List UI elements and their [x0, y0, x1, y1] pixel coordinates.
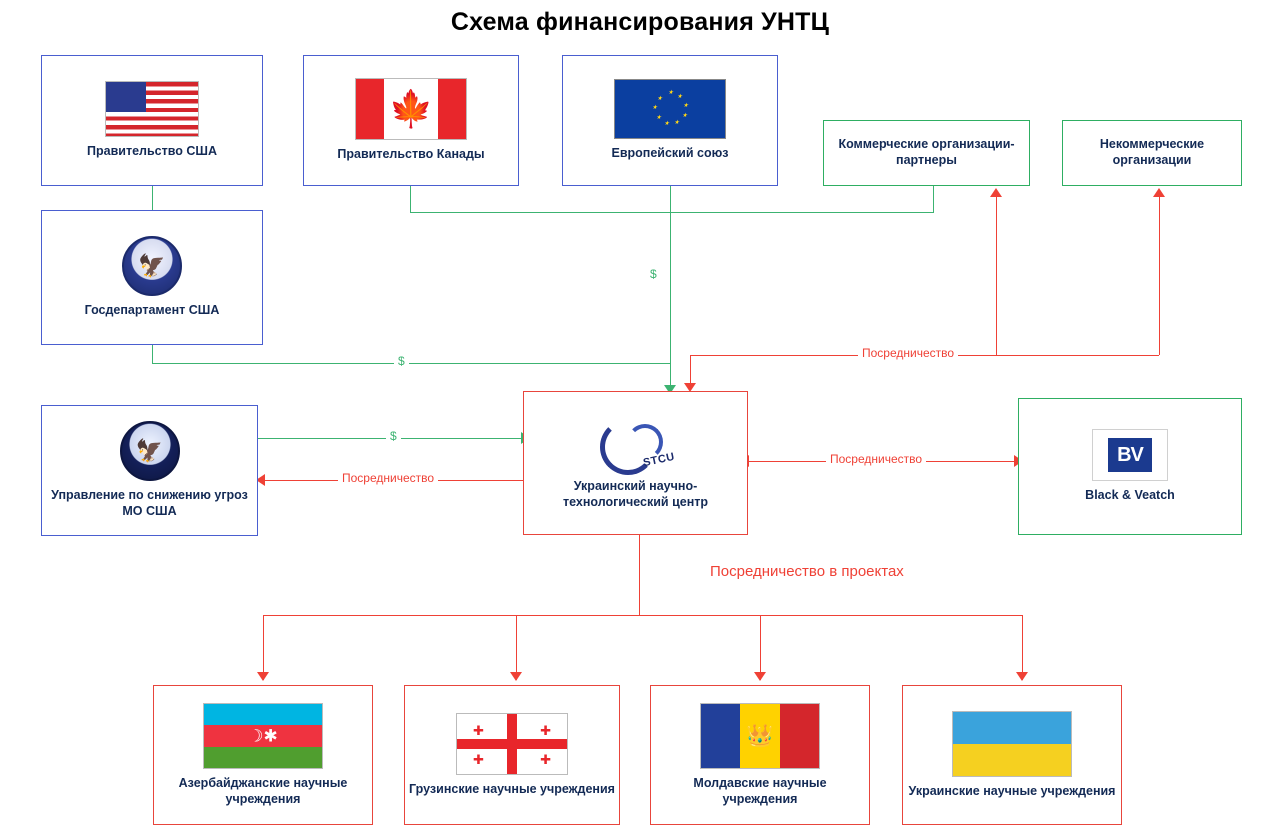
node-label: Некоммерческие организации	[1099, 137, 1205, 167]
edge-projects-bus	[263, 615, 1022, 616]
edge-statedept-right	[152, 363, 670, 364]
node-noncommercial-organizations[interactable]	[1062, 120, 1242, 186]
edge-canada-down	[410, 186, 411, 212]
edge-top-green-bus	[410, 212, 934, 213]
edge-label-mediation-top: Посредничество	[858, 346, 958, 360]
edge-eu-down	[670, 186, 671, 212]
node-black-and-veatch[interactable]	[1018, 398, 1242, 535]
edge-label-money-dtra: $	[386, 429, 401, 443]
arrow-down-md	[754, 672, 766, 681]
edge-green-center-down	[670, 212, 671, 387]
edge-usgov-to-statedept	[152, 186, 153, 210]
flag-canada-icon: 🍁	[355, 78, 467, 140]
arrow-down-az	[257, 672, 269, 681]
arrow-down-ge	[510, 672, 522, 681]
node-label: Управление по снижению угроз МО США	[51, 488, 248, 518]
dtra-seal-icon: 🦅	[120, 421, 180, 481]
edge-label-mediation-projects: Посредничество в проектах	[706, 563, 908, 580]
node-azerbaijan-institutions[interactable]	[153, 685, 373, 825]
node-label: Украинский научно-технологический центр	[562, 478, 709, 509]
arrow-down-ua	[1016, 672, 1028, 681]
edge-branch-ua	[1022, 615, 1023, 680]
node-ukraine-institutions[interactable]	[902, 685, 1122, 825]
flag-moldova-icon: 👑	[700, 703, 820, 769]
edge-noncommercial-mediation-v	[1159, 195, 1160, 355]
us-state-department-seal-icon: 🦅	[122, 236, 182, 296]
node-us-government[interactable]	[41, 55, 263, 186]
flag-eu-icon: ★ ★ ★ ★ ★ ★ ★ ★ ★	[614, 79, 726, 139]
arrow-up-commercial	[990, 188, 1002, 197]
node-label: Азербайджанские научные учреждения	[178, 775, 348, 806]
edge-stcu-down	[639, 535, 640, 615]
node-label: Украинские научные учреждения	[908, 783, 1116, 798]
node-us-state-department[interactable]	[41, 210, 263, 345]
node-moldova-institutions[interactable]	[650, 685, 870, 825]
edge-label-money-statedept: $	[394, 354, 409, 368]
flag-azerbaijan-icon: ☽✱	[203, 703, 323, 769]
edge-branch-md	[760, 615, 761, 680]
stcu-logo-icon: STCU	[597, 416, 675, 472]
edge-commercial-mediation-v	[996, 195, 997, 355]
node-european-union[interactable]	[562, 55, 778, 186]
node-label: Грузинские научные учреждения	[409, 781, 615, 796]
node-label: Госдепартамент США	[84, 303, 220, 318]
node-commercial-partners[interactable]	[823, 120, 1030, 186]
node-label: Правительство Канады	[337, 147, 485, 162]
edge-label-money-center: $	[646, 267, 661, 281]
edge-statedept-down	[152, 345, 153, 363]
arrow-up-noncommercial	[1153, 188, 1165, 197]
flag-usa-icon	[105, 81, 199, 137]
node-canada-government[interactable]	[303, 55, 519, 186]
edge-label-mediation-bv: Посредничество	[826, 452, 926, 466]
node-label: Молдавские научные учреждения	[693, 775, 827, 806]
edge-mediation-into-stcu-v	[690, 355, 691, 385]
flag-georgia-icon: ✚ ✚ ✚ ✚	[456, 713, 568, 775]
flag-ukraine-icon	[952, 711, 1072, 777]
node-label: Правительство США	[87, 144, 217, 159]
edge-branch-az	[263, 615, 264, 680]
node-dtra[interactable]	[41, 405, 258, 536]
edge-label-mediation-dtra: Посредничество	[338, 471, 438, 485]
node-stcu[interactable]	[523, 391, 748, 535]
node-label: Black & Veatch	[1085, 488, 1175, 503]
edge-commercial-down	[933, 186, 934, 212]
black-veatch-logo-icon: BV	[1092, 429, 1168, 481]
page-title: Схема финансирования УНТЦ	[450, 8, 830, 36]
node-label: Европейский союз	[611, 146, 729, 161]
node-label: Коммерческие организации-партнеры	[838, 137, 1015, 167]
edge-branch-ge	[516, 615, 517, 680]
node-georgia-institutions[interactable]	[404, 685, 620, 825]
